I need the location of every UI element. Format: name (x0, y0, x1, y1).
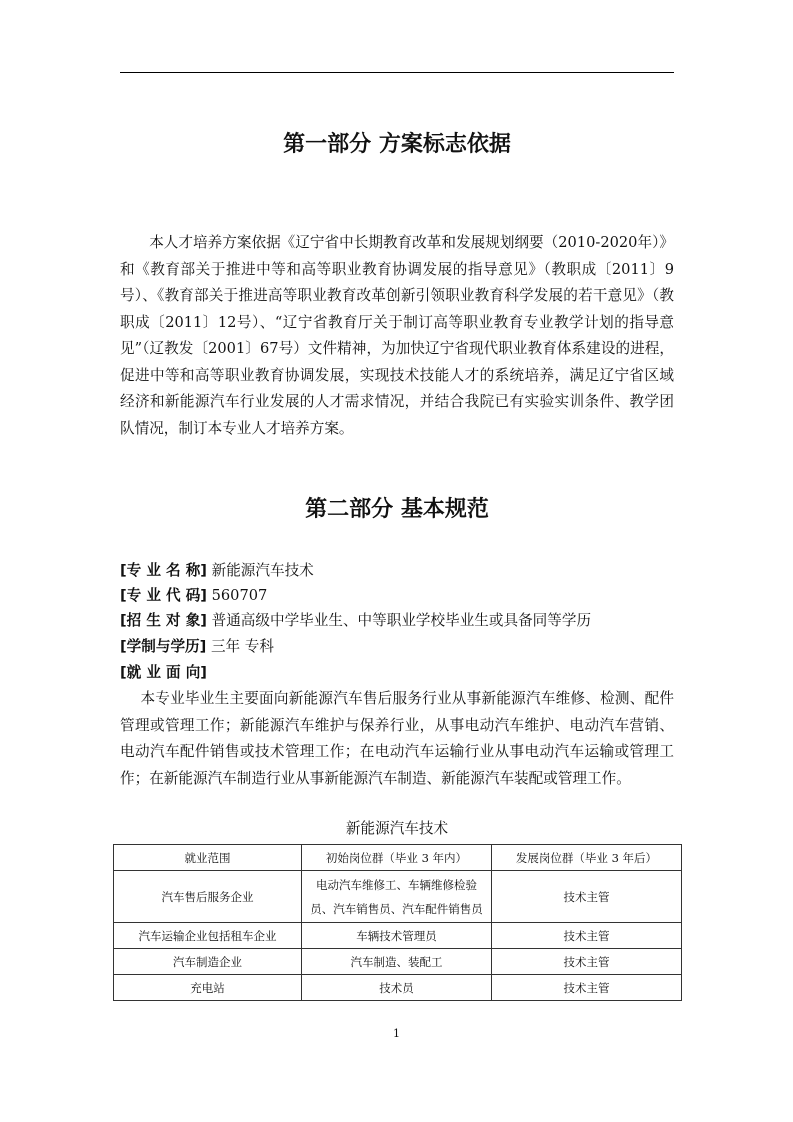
spec-major-name (120, 558, 674, 584)
spec-duration-value: 三年 专科 (210, 638, 274, 655)
page-number: 1 (393, 1027, 400, 1040)
spec-duration-label: [学制与学历] (120, 638, 207, 655)
table-row (114, 949, 682, 975)
spec-major-code (120, 583, 674, 609)
spec-enrollment-target-value: 普通高级中学毕业生、中等职业学校毕业生或具备同等学历 (211, 612, 592, 629)
table-header-cell: 初始岗位群（毕业 3 年内） (302, 845, 492, 871)
spec-enrollment-target (120, 608, 674, 634)
intro-paragraph: 本人才培养方案依据《辽宁省中长期教育改革和发展规划纲要（2010-2020年）》和《教育部关于推进中等和高等职业教育协调发展的指导意见》（教职成〔2011〕9号）、《教育部关于推进高等职业教育改革创新引领职业教育科学发展的若干意见》（教职成〔2011〕12号）、“辽宁省教育厅关于制订高等职业教育专业教学计划的指导意见”（辽教发〔2001〕67号）文件精神，为加快辽宁省现代职业教育体系建设的进程，促进中等和高等职业教育协调发展，实现技术技能人才的系统培养，满足辽宁省区域经济和新能源汽车行业发展的人才需求情况，并结合我院已有实验实训条件、教学团队情况，制订本专业人才培养方案。 (120, 234, 674, 437)
table-cell: 技术员 (302, 975, 492, 1001)
spec-major-code-value: 560707 (211, 587, 268, 604)
spec-major-name-label: [专 业 名 称] (120, 562, 207, 579)
table-row (114, 871, 682, 923)
table-cell: 车辆技术管理员 (302, 923, 492, 949)
table-cell: 汽车制造企业 (114, 949, 302, 975)
spec-enrollment-target-label: [招 生 对 象] (120, 612, 207, 629)
table-cell: 技术主管 (492, 923, 682, 949)
part1-heading: 第一部分 方案标志依据 (283, 132, 511, 157)
table-row (114, 923, 682, 949)
table-caption: 新能源汽车技术 (345, 820, 449, 837)
table-cell: 电动汽车维修工、车辆维修检验员、汽车销售员、汽车配件销售员 (302, 871, 492, 923)
spec-major-name-value: 新能源汽车技术 (211, 562, 314, 579)
spec-employment-label: [就 业 面 向] (120, 664, 207, 681)
table-cell: 技术主管 (492, 871, 682, 923)
employment-paragraph: 本专业毕业生主要面向新能源汽车售后服务行业从事新能源汽车维修、检测、配件管理或管理工作；新能源汽车维护与保养行业，从事电动汽车维护、电动汽车营销、电动汽车配件销售或技术管理工作；在电动汽车运输行业从事电动汽车运输或管理工作；在新能源汽车制造行业从事新能源汽车制造、新能源汽车装配或管理工作。 (120, 690, 674, 787)
table-row (114, 975, 682, 1001)
spec-employment (120, 660, 674, 686)
table-cell: 汽车运输企业包括租车企业 (114, 923, 302, 949)
header-rule (120, 72, 674, 73)
table-header-row (114, 845, 682, 871)
table-cell: 技术主管 (492, 949, 682, 975)
table-cell: 汽车制造、装配工 (302, 949, 492, 975)
table-cell: 汽车售后服务企业 (114, 871, 302, 923)
table-cell: 技术主管 (492, 975, 682, 1001)
table-cell: 充电站 (114, 975, 302, 1001)
table-header-cell: 就业范围 (114, 845, 302, 871)
part2-heading: 第二部分 基本规范 (305, 497, 489, 522)
table-header-cell: 发展岗位群（毕业 3 年后） (492, 845, 682, 871)
spec-duration (120, 634, 674, 660)
employment-table (113, 844, 682, 1001)
spec-major-code-label: [专 业 代 码] (120, 587, 207, 604)
